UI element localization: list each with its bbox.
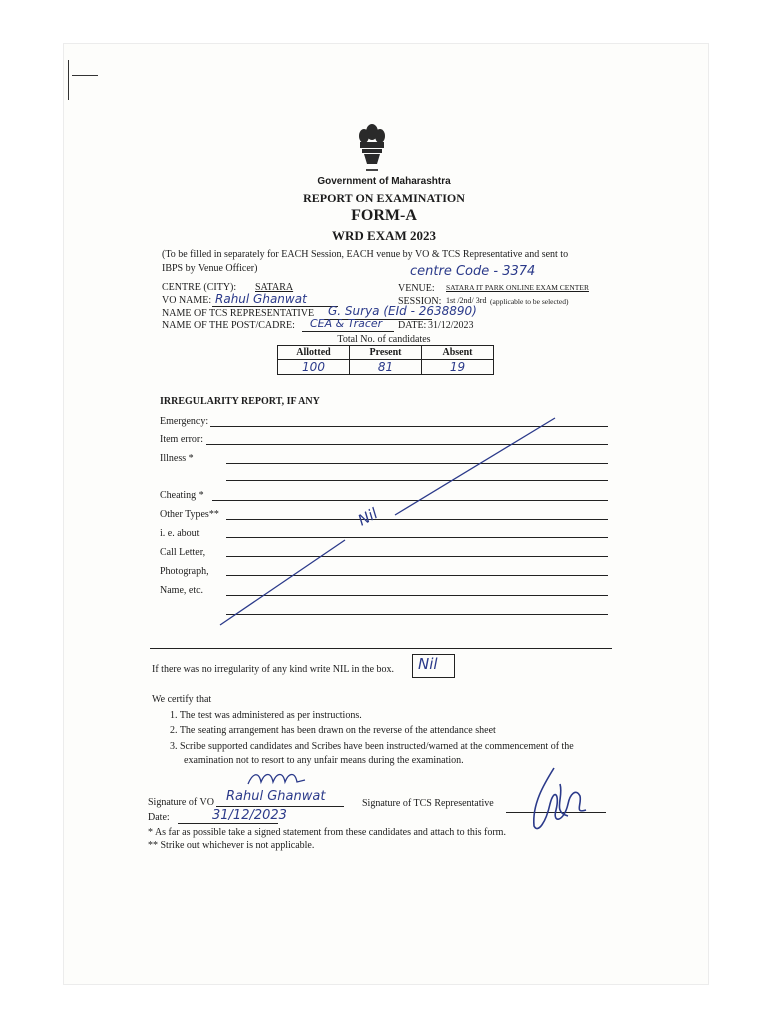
row-photograph-label: Photograph, xyxy=(160,566,209,577)
post-underline xyxy=(302,331,394,332)
centre-value: SATARA xyxy=(255,282,294,293)
row-call-letter-label: Call Letter, xyxy=(160,547,206,558)
certify-item-2: 2. The seating arrangement has been drawn on the reverse of the attendance sheet xyxy=(170,725,496,736)
irregularity-title: IRREGULARITY REPORT, IF ANY xyxy=(160,396,320,407)
certify-item-1: 1. The test was administered as per instructions. xyxy=(170,710,362,721)
certify-item-3: 3. Scribe supported candidates and Scribes have been instructed/warned at the commencement of the xyxy=(170,741,574,752)
tcs-rep-label: NAME OF TCS REPRESENTATIVE xyxy=(162,308,315,319)
scan-dash-mark xyxy=(72,75,98,76)
post-value: CEA & Tracer xyxy=(310,317,383,330)
certify-intro: We certify that xyxy=(152,694,212,705)
government-heading: Government of Maharashtra xyxy=(317,176,451,187)
row-item-error-label: Item error: xyxy=(160,434,204,445)
row-cheating-label: Cheating * xyxy=(160,490,204,501)
row-other-types-label: Other Types** xyxy=(160,509,219,520)
instruction-line-2: IBPS by Venue Officer) xyxy=(162,263,258,274)
date-value: 31/12/2023 xyxy=(428,320,474,331)
row-ie-about-label: i. e. about xyxy=(160,528,200,539)
session-note: (applicable to be selected) xyxy=(490,297,569,306)
venue-value: SATARA IT PARK ONLINE EXAM CENTER xyxy=(446,283,589,292)
certify-item-3-continued: examination not to resort to any unfair means during the examination. xyxy=(184,755,464,766)
row-name-etc-label: Name, etc. xyxy=(160,585,204,596)
strike-through-mark xyxy=(210,410,570,630)
vo-signature-scribble xyxy=(245,768,315,790)
allotted-header: Allotted xyxy=(278,346,350,360)
report-title: REPORT ON EXAMINATION xyxy=(303,191,465,205)
section-divider xyxy=(150,648,612,649)
nil-instruction: If there was no irregularity of any kind write NIL in the box. xyxy=(152,664,395,675)
exam-title: WRD EXAM 2023 xyxy=(332,228,436,243)
tcs-signature-scribble xyxy=(524,764,594,836)
present-header: Present xyxy=(350,346,422,360)
session-label: SESSION: xyxy=(398,296,442,307)
vo-signature: Rahul Ghanwat xyxy=(226,789,326,804)
nil-scrawl: Nil xyxy=(354,504,381,530)
row-emergency-label: Emergency: xyxy=(160,416,209,427)
signature-date-value: 31/12/2023 xyxy=(212,808,287,823)
session-value: 1st /2nd/ 3rd xyxy=(446,296,487,305)
date-label: DATE: xyxy=(398,320,427,331)
vo-name-label: VO NAME: xyxy=(162,295,212,306)
state-emblem-icon xyxy=(355,120,389,176)
vo-signature-line xyxy=(216,806,344,807)
post-label: NAME OF THE POST/CADRE: xyxy=(162,320,295,331)
nil-box-value: Nil xyxy=(418,655,438,673)
row-illness-label: Illness * xyxy=(160,453,194,464)
tcs-signature-label: Signature of TCS Representative xyxy=(362,798,494,809)
date-signature-label: Date: xyxy=(148,812,170,823)
absent-header: Absent xyxy=(422,346,494,360)
candidates-title: Total No. of candidates xyxy=(337,334,431,345)
tcs-rep-value: G. Surya (EId - 2638890) xyxy=(328,304,477,318)
footnote-2: ** Strike out whichever is not applicable. xyxy=(148,840,315,851)
centre-code-handwritten: centre Code - 3374 xyxy=(410,264,536,279)
allotted-value: 100 xyxy=(278,360,350,375)
centre-label: CENTRE (CITY): xyxy=(162,282,237,293)
venue-label: VENUE: xyxy=(398,283,435,294)
signature-date-line xyxy=(178,823,278,824)
vo-name-underline xyxy=(212,306,338,307)
footnote-1: * As far as possible take a signed statement from these candidates and attach to this form. xyxy=(148,827,506,838)
form-title: FORM-A xyxy=(351,207,417,224)
instruction-line-1: (To be filled in separately for EACH Session, EACH venue by VO & TCS Representative and sent to xyxy=(162,249,569,260)
present-value: 81 xyxy=(350,360,422,375)
candidates-table xyxy=(277,345,494,375)
vo-name-value: Rahul Ghanwat xyxy=(215,292,307,306)
scan-edge-mark xyxy=(68,60,69,100)
vo-signature-label: Signature of VO xyxy=(148,797,214,808)
absent-value: 19 xyxy=(422,360,494,375)
